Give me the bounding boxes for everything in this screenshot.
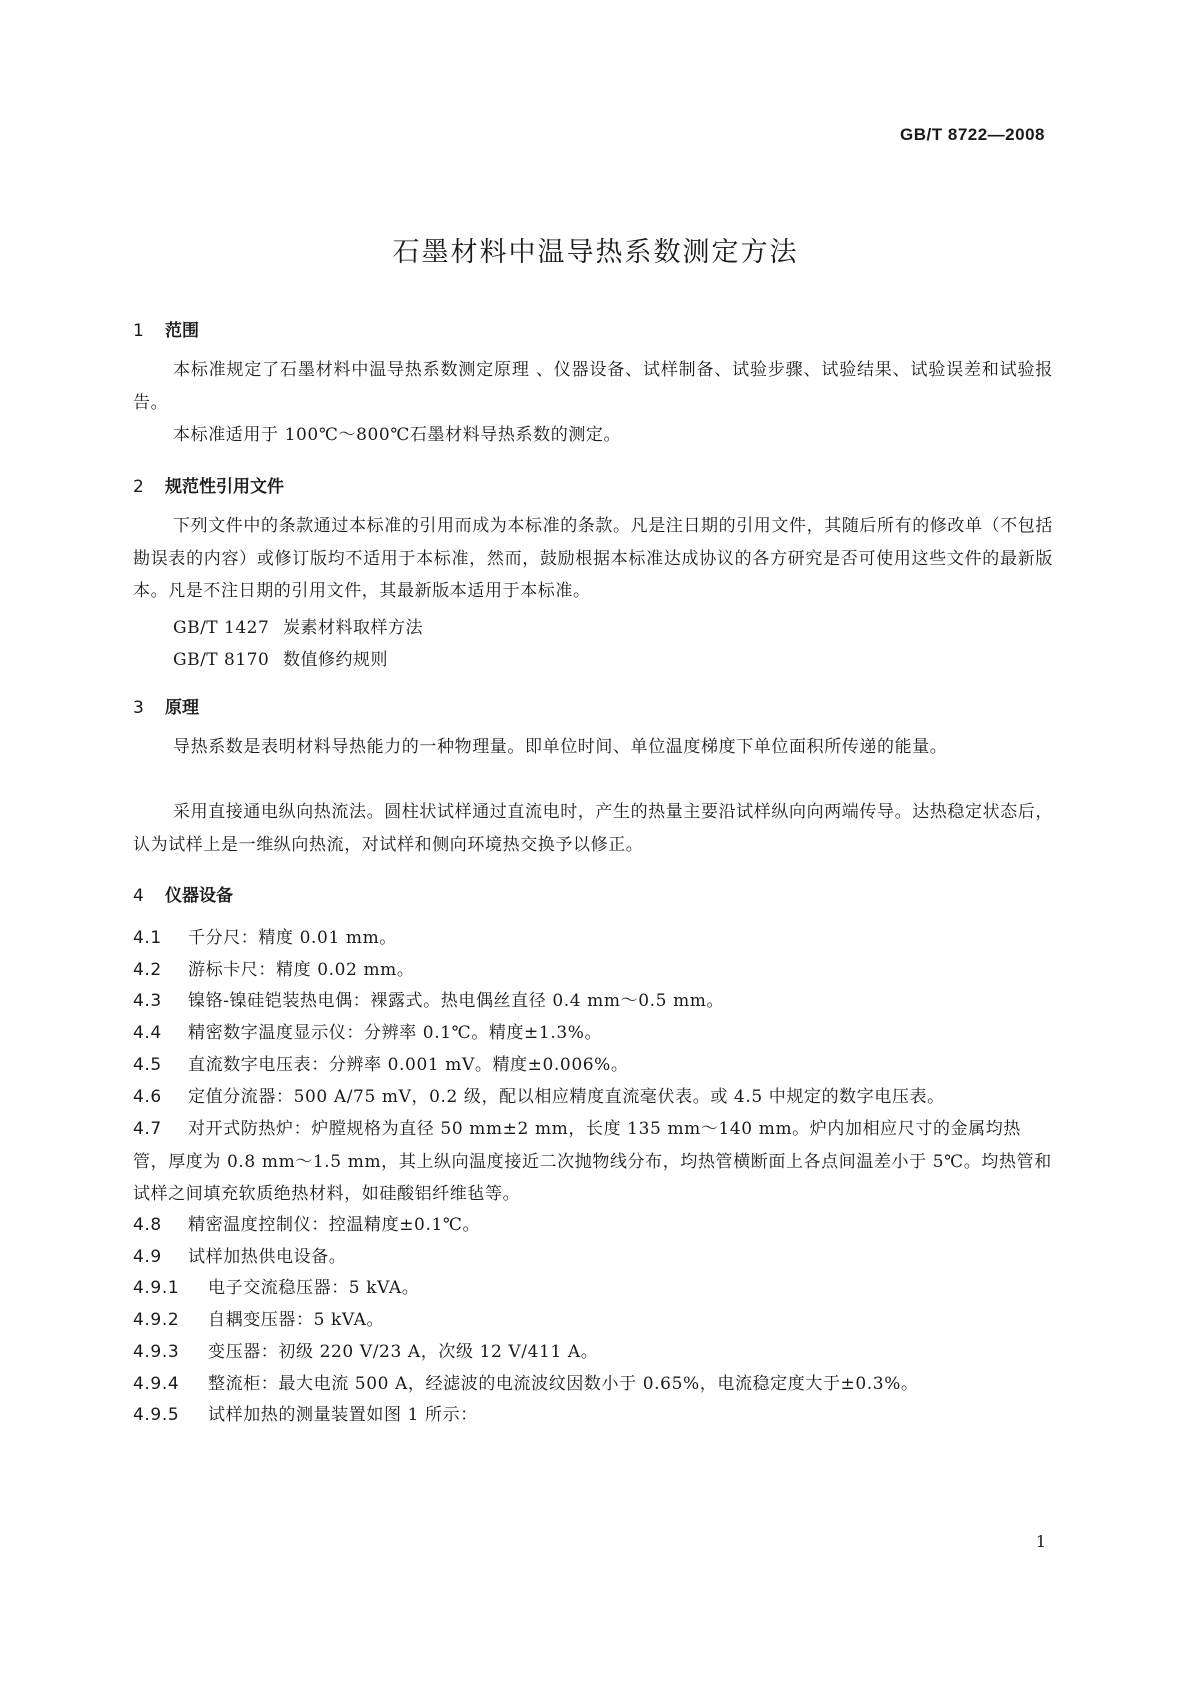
list-item — [133, 1399, 1053, 1432]
section-3-paragraph-1: 导热系数是表明材料导热能力的一种物理量。即单位时间、单位温度梯度下单位面积所传递的能量。 — [173, 737, 948, 757]
section-number: 1 — [133, 321, 144, 341]
section-3-heading — [133, 693, 199, 718]
reference-code: GB/T 1427 — [173, 618, 270, 638]
item-number: 4.1 — [133, 928, 162, 948]
page-number: 1 — [1035, 1532, 1046, 1551]
item-number: 4.6 — [133, 1087, 162, 1107]
list-item — [133, 922, 1053, 955]
item-number: 4.9.2 — [133, 1310, 180, 1330]
section-1-paragraph-2: 本标准适用于 100℃～800℃石墨材料导热系数的测定。 — [173, 425, 622, 445]
section-number: 4 — [133, 886, 144, 906]
item-number: 4.8 — [133, 1215, 162, 1235]
reference-name: 数值修约规则 — [283, 650, 388, 670]
section-4-heading — [133, 881, 233, 906]
section-2-heading — [133, 472, 284, 497]
section-title: 规范性引用文件 — [165, 477, 284, 497]
item-text: 千分尺：精度 0.01 mm。 — [188, 928, 397, 948]
list-item — [133, 1017, 1053, 1050]
section-title: 仪器设备 — [165, 886, 233, 906]
list-item — [133, 1081, 1053, 1114]
section-3-paragraph-2: 采用直接通电纵向热流法。圆柱状试样通过直流电时，产生的热量主要沿试样纵向向两端传导。达热稳定状态后，认为试样上是一维纵向热流，对试样和侧向环境热交换予以修正。 — [133, 802, 1053, 855]
section-title: 范围 — [165, 321, 199, 341]
section-number: 3 — [133, 698, 144, 718]
item-number: 4.5 — [133, 1055, 162, 1075]
item-text: 试样加热的测量装置如图 1 所示： — [208, 1405, 478, 1425]
item-text: 精密温度控制仪：控温精度±0.1℃。 — [188, 1215, 481, 1235]
reference-code: GB/T 8170 — [173, 650, 270, 670]
reference-name: 炭素材料取样方法 — [283, 618, 423, 638]
list-item — [133, 1049, 1053, 1082]
item-text: 变压器：初级 220 V/23 A，次级 12 V/411 A。 — [208, 1342, 599, 1362]
item-number: 4.9.4 — [133, 1374, 180, 1394]
item-text: 游标卡尺：精度 0.02 mm。 — [188, 960, 415, 980]
list-item — [133, 1209, 1053, 1242]
reference-item — [173, 645, 388, 670]
item-number: 4.3 — [133, 991, 162, 1011]
section-1-paragraph-1: 本标准规定了石墨材料中温导热系数测定原理 、仪器设备、试样制备、试验步骤、试验结果、试验误差和试验报告。 — [133, 360, 1053, 413]
list-item — [133, 1304, 1053, 1337]
item-text: 自耦变压器：5 kVA。 — [208, 1310, 385, 1330]
section-1-heading — [133, 316, 199, 341]
list-item — [133, 985, 1053, 1018]
list-item — [133, 1272, 1053, 1305]
item-text: 整流柜：最大电流 500 A，经滤波的电流波纹因数小于 0.65%，电流稳定度大于±0.3%。 — [208, 1374, 919, 1394]
item-number: 4.7 — [133, 1119, 162, 1139]
section-title: 原理 — [165, 698, 199, 718]
section-number: 2 — [133, 477, 144, 497]
item-number: 4.9.3 — [133, 1342, 180, 1362]
document-title: 石墨材料中温导热系数测定方法 — [392, 237, 799, 268]
item-text: 电子交流稳压器：5 kVA。 — [208, 1278, 420, 1298]
item-number: 4.4 — [133, 1023, 162, 1043]
item-number: 4.9 — [133, 1247, 162, 1267]
item-number: 4.9.5 — [133, 1405, 180, 1425]
item-text: 对开式防热炉：炉膛规格为直径 50 mm±2 mm，长度 135 mm～140 mm。炉内加相应尺寸的金属均热管，厚度为 0.8 mm～1.5 mm，其上纵向温度接近二次抛物线分布，均热管横断面上各点间温差小于 5℃。均热管和试样之间填充软质绝热材料，如硅酸铝纤维毡等。 — [133, 1119, 1052, 1204]
item-text: 精密数字温度显示仪：分辨率 0.1℃。精度±1.3%。 — [188, 1023, 603, 1043]
list-item — [133, 1336, 1053, 1369]
item-text: 直流数字电压表：分辨率 0.001 mV。精度±0.006%。 — [188, 1055, 629, 1075]
list-item — [133, 954, 1053, 987]
item-number: 4.9.1 — [133, 1278, 180, 1298]
item-number: 4.2 — [133, 960, 162, 980]
reference-item — [173, 613, 423, 638]
list-item — [133, 1113, 1053, 1211]
item-text: 定值分流器：500 A/75 mV，0.2 级，配以相应精度直流毫伏表。或 4.5 中规定的数字电压表。 — [188, 1087, 945, 1107]
list-item — [133, 1368, 1053, 1401]
item-text: 试样加热供电设备。 — [188, 1247, 347, 1267]
item-text: 镍铬-镍硅铠装热电偶：裸露式。热电偶丝直径 0.4 mm～0.5 mm。 — [188, 991, 725, 1011]
section-2-paragraph-1: 下列文件中的条款通过本标准的引用而成为本标准的条款。凡是注日期的引用文件，其随后所有的修改单（不包括勘误表的内容）或修订版均不适用于本标准，然而，鼓励根据本标准达成协议的各方研究是否可使用这些文件的最新版本。凡是不注日期的引用文件，其最新版本适用于本标准。 — [133, 516, 1053, 601]
standard-code: GB/T 8722—2008 — [900, 125, 1045, 144]
list-item — [133, 1241, 1053, 1274]
